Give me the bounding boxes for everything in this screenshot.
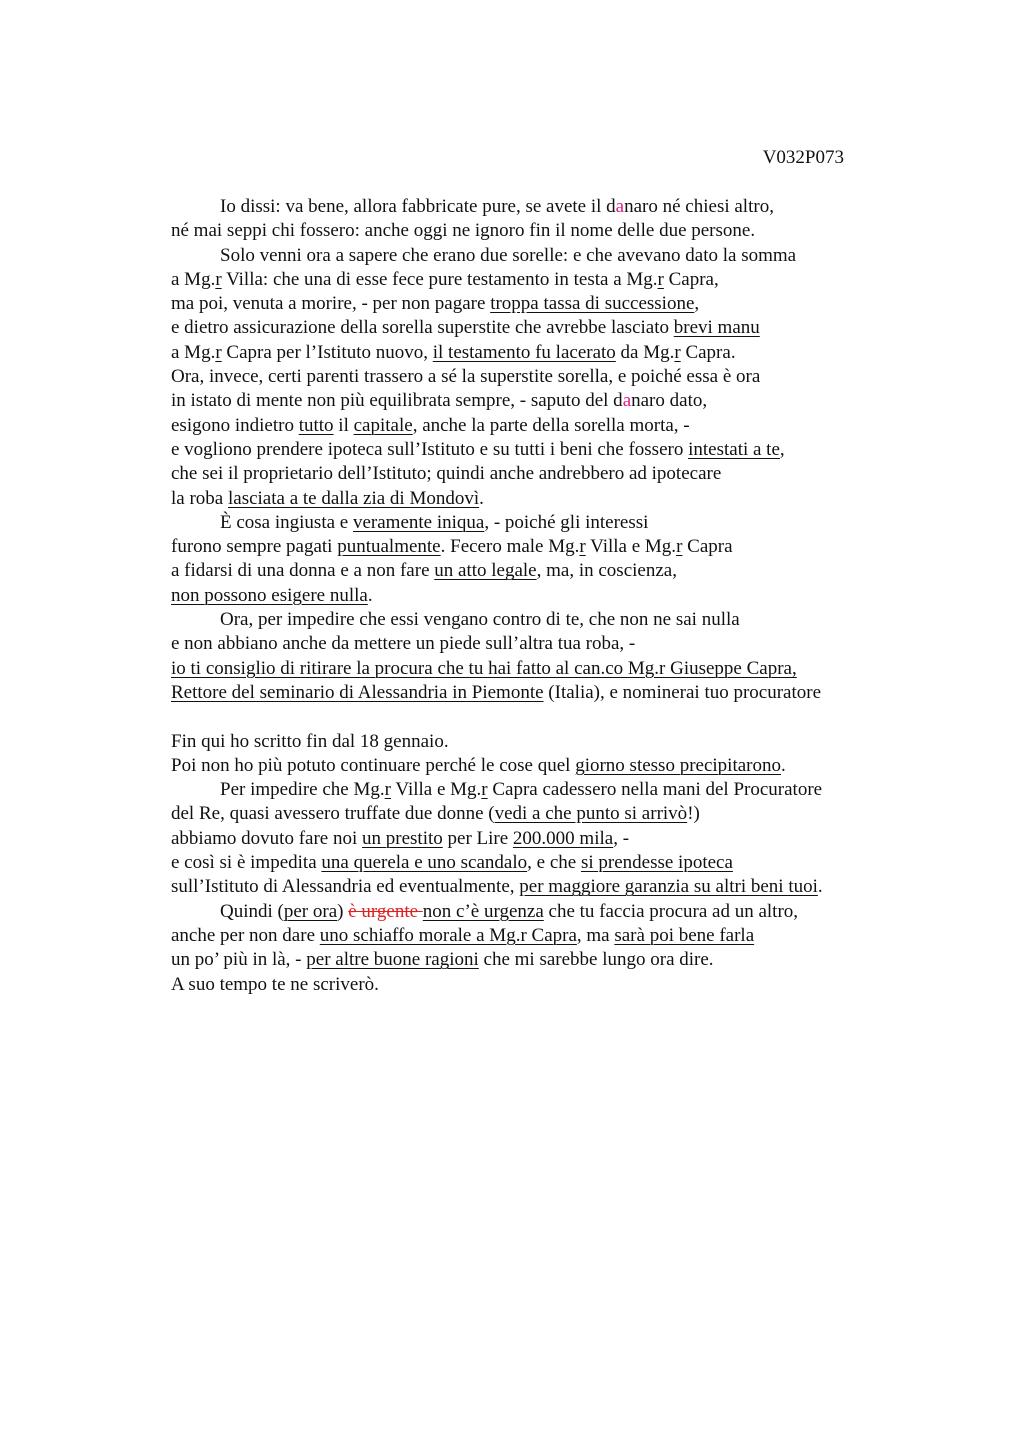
text-line bbox=[171, 924, 911, 948]
text-segment: , ma, in coscienza, bbox=[536, 560, 677, 582]
text-line bbox=[171, 754, 911, 778]
text-line bbox=[171, 535, 911, 559]
underlined-text: 200.000 mila bbox=[512, 827, 614, 849]
text-line bbox=[171, 268, 911, 292]
text-line bbox=[171, 802, 911, 826]
underlined-text: r bbox=[481, 779, 488, 801]
text-segment: del Re, quasi avessero truffate due donne ( bbox=[171, 803, 495, 825]
underlined-text: uno schiaffo morale a Mg.r Capra bbox=[319, 924, 577, 946]
underlined-text: vedi a che punto si arrivò bbox=[494, 803, 688, 825]
text-segment: che sei il proprietario dell’Istituto; quindi anche andrebbero ad ipotecare bbox=[171, 463, 722, 485]
text-segment: . bbox=[367, 584, 373, 606]
text-segment: esigono indietro bbox=[171, 414, 299, 436]
text-segment: , e che bbox=[527, 852, 581, 874]
text-segment: Capra per l’Istituto nuovo, bbox=[221, 341, 433, 363]
text-segment: che mi sarebbe lungo ora dire. bbox=[478, 949, 714, 971]
text-line bbox=[171, 316, 911, 340]
text-segment: . bbox=[780, 754, 786, 776]
deleted-text: è urgente bbox=[348, 900, 423, 922]
text-line bbox=[171, 219, 911, 243]
text-segment: naro né chiesi altro, bbox=[624, 196, 774, 217]
underlined-text: r bbox=[579, 536, 586, 558]
text-segment: ) bbox=[337, 900, 349, 922]
text-line bbox=[171, 851, 911, 875]
underlined-text: veramente iniqua bbox=[352, 511, 485, 533]
text-segment: anche per non dare bbox=[171, 924, 320, 946]
text-segment: e vogliono prendere ipoteca sull’Istituto e su tutti i beni che fossero bbox=[171, 438, 689, 460]
text-line bbox=[171, 292, 911, 316]
text-segment: per Lire bbox=[442, 827, 513, 849]
text-segment: , - poiché gli interessi bbox=[484, 511, 649, 533]
underlined-text: per ora bbox=[283, 900, 338, 922]
underlined-text: non possono esigere nulla bbox=[171, 584, 368, 606]
inserted-letter: a bbox=[615, 196, 625, 217]
text-segment: . bbox=[817, 876, 823, 898]
text-line bbox=[171, 875, 911, 899]
underlined-text: giorno stesso precipitarono bbox=[575, 754, 781, 776]
text-segment: È cosa ingiusta e bbox=[220, 511, 353, 533]
text-segment: , - bbox=[613, 827, 630, 849]
inserted-letter: a bbox=[622, 390, 632, 412]
text-segment: Ora, invece, certi parenti trassero a sé la superstite sorella, e poiché essa è ora bbox=[171, 366, 761, 388]
text-segment: Capra. bbox=[680, 341, 736, 363]
text-segment: Villa: che una di esse fece pure testamento in testa a Mg. bbox=[221, 268, 658, 290]
underlined-text: r bbox=[676, 536, 683, 558]
underlined-text: r bbox=[215, 341, 222, 363]
text-segment: e non abbiano anche da mettere un piede sull’altra tua roba, - bbox=[171, 633, 636, 655]
underlined-text: per maggiore garanzia su altri beni tuoi bbox=[519, 876, 818, 898]
text-line bbox=[171, 195, 911, 219]
text-segment: a Mg. bbox=[171, 341, 216, 363]
text-segment: Poi non ho più potuto continuare perché le cose quel bbox=[171, 754, 576, 776]
text-segment: in istato di mente non più equilibrata sempre, - saputo del d bbox=[171, 390, 623, 412]
underlined-text: troppa tassa di successione bbox=[490, 293, 695, 315]
text-line bbox=[171, 584, 911, 608]
text-segment: Per impedire che Mg. bbox=[220, 779, 385, 801]
underlined-text: Rettore del seminario di Alessandria in Piemonte bbox=[171, 681, 544, 703]
text-segment: Ora, per impedire che essi vengano contro di te, che non ne sai nulla bbox=[220, 609, 740, 631]
text-segment: Capra bbox=[682, 536, 733, 558]
underlined-text: il testamento fu lacerato bbox=[432, 341, 616, 363]
text-line bbox=[171, 559, 911, 583]
page-identifier: V032P073 bbox=[762, 147, 844, 168]
text-segment: ma poi, venuta a morire, - per non pagare bbox=[171, 293, 491, 315]
underlined-text: puntualmente bbox=[337, 536, 441, 558]
underlined-text: io ti consiglio di ritirare la procura che tu hai fatto al can.co Mg.r Giuseppe Capra, bbox=[171, 657, 797, 679]
text-line bbox=[171, 730, 911, 754]
text-segment: furono sempre pagati bbox=[171, 536, 338, 558]
text-line bbox=[171, 948, 911, 972]
underlined-text: sarà poi bene farla bbox=[614, 924, 755, 946]
underlined-text: non c’è urgenza bbox=[422, 900, 544, 922]
underlined-text: tutto bbox=[298, 414, 334, 436]
text-segment: Villa e Mg. bbox=[390, 779, 482, 801]
text-segment: , bbox=[694, 293, 700, 315]
underlined-text: intestati a te bbox=[688, 438, 780, 460]
text-segment: e dietro assicurazione della sorella superstite che avrebbe lasciato bbox=[171, 317, 674, 339]
text-segment: . bbox=[479, 487, 484, 509]
blank-line bbox=[171, 705, 911, 729]
underlined-text: lasciata a te dalla zia di Mondovì bbox=[227, 487, 480, 509]
text-segment: Fin qui ho scritto fin dal 18 gennaio. bbox=[171, 730, 449, 752]
text-segment: , anche la parte della sorella morta, - bbox=[412, 414, 690, 436]
text-line bbox=[171, 389, 911, 413]
text-line bbox=[171, 608, 911, 632]
underlined-text: capitale bbox=[353, 414, 413, 436]
text-line bbox=[171, 900, 911, 924]
text-segment: un po’ più in là, - bbox=[171, 949, 307, 971]
text-segment: Villa e Mg. bbox=[585, 536, 677, 558]
text-segment: A suo tempo te ne scriverò. bbox=[171, 973, 379, 995]
text-line bbox=[171, 487, 911, 511]
text-line bbox=[171, 681, 911, 705]
text-line bbox=[171, 414, 911, 438]
text-segment: né mai seppi chi fossero: anche oggi ne ignoro fin il nome delle due persone. bbox=[171, 220, 756, 242]
text-segment: da Mg. bbox=[615, 341, 675, 363]
text-segment: , bbox=[779, 438, 785, 460]
text-segment: naro dato, bbox=[631, 390, 708, 412]
underlined-text: r bbox=[657, 268, 664, 290]
text-segment: (Italia), e nominerai tuo procuratore bbox=[543, 681, 822, 703]
underlined-text: un prestito bbox=[362, 827, 443, 849]
text-line bbox=[171, 778, 911, 802]
underlined-text: per altre buone ragioni bbox=[306, 949, 479, 971]
letter-body bbox=[171, 195, 911, 997]
underlined-text: r bbox=[215, 268, 222, 290]
underlined-text: si prendesse ipoteca bbox=[580, 852, 733, 874]
text-segment: abbiamo dovuto fare noi bbox=[171, 827, 363, 849]
underlined-text: r bbox=[384, 779, 391, 801]
text-segment: la roba bbox=[171, 487, 228, 509]
text-segment: il bbox=[333, 414, 354, 436]
text-line bbox=[171, 365, 911, 389]
text-segment: che tu faccia procura ad un altro, bbox=[543, 900, 799, 922]
text-line bbox=[171, 511, 911, 535]
text-line bbox=[171, 827, 911, 851]
text-segment: e così si è impedita bbox=[171, 852, 322, 874]
text-segment: !) bbox=[687, 803, 700, 825]
text-segment: Capra cadessero nella mani del Procuratore bbox=[487, 779, 823, 801]
text-segment: Io dissi: va bene, allora fabbricate pure, se avete il d bbox=[220, 196, 616, 217]
text-segment: sull’Istituto di Alessandria ed eventualmente, bbox=[171, 876, 520, 898]
text-segment: , ma bbox=[576, 924, 615, 946]
text-line bbox=[171, 973, 911, 997]
text-segment: a Mg. bbox=[171, 268, 216, 290]
text-segment: . Fecero male Mg. bbox=[440, 536, 580, 558]
underlined-text: una querela e uno scandalo bbox=[321, 852, 528, 874]
text-line bbox=[171, 657, 911, 681]
text-line bbox=[171, 632, 911, 656]
text-line bbox=[171, 438, 911, 462]
underlined-text: un atto legale bbox=[434, 560, 537, 582]
text-line bbox=[171, 244, 911, 268]
text-line bbox=[171, 341, 911, 365]
text-segment: a fidarsi di una donna e a non fare bbox=[171, 560, 435, 582]
text-line bbox=[171, 462, 911, 486]
underlined-text: brevi manu bbox=[673, 317, 760, 339]
text-segment: Quindi ( bbox=[220, 900, 284, 922]
text-segment: Solo venni ora a sapere che erano due sorelle: e che avevano dato la somma bbox=[220, 244, 797, 266]
text-segment: Capra, bbox=[663, 268, 719, 290]
underlined-text: r bbox=[674, 341, 681, 363]
